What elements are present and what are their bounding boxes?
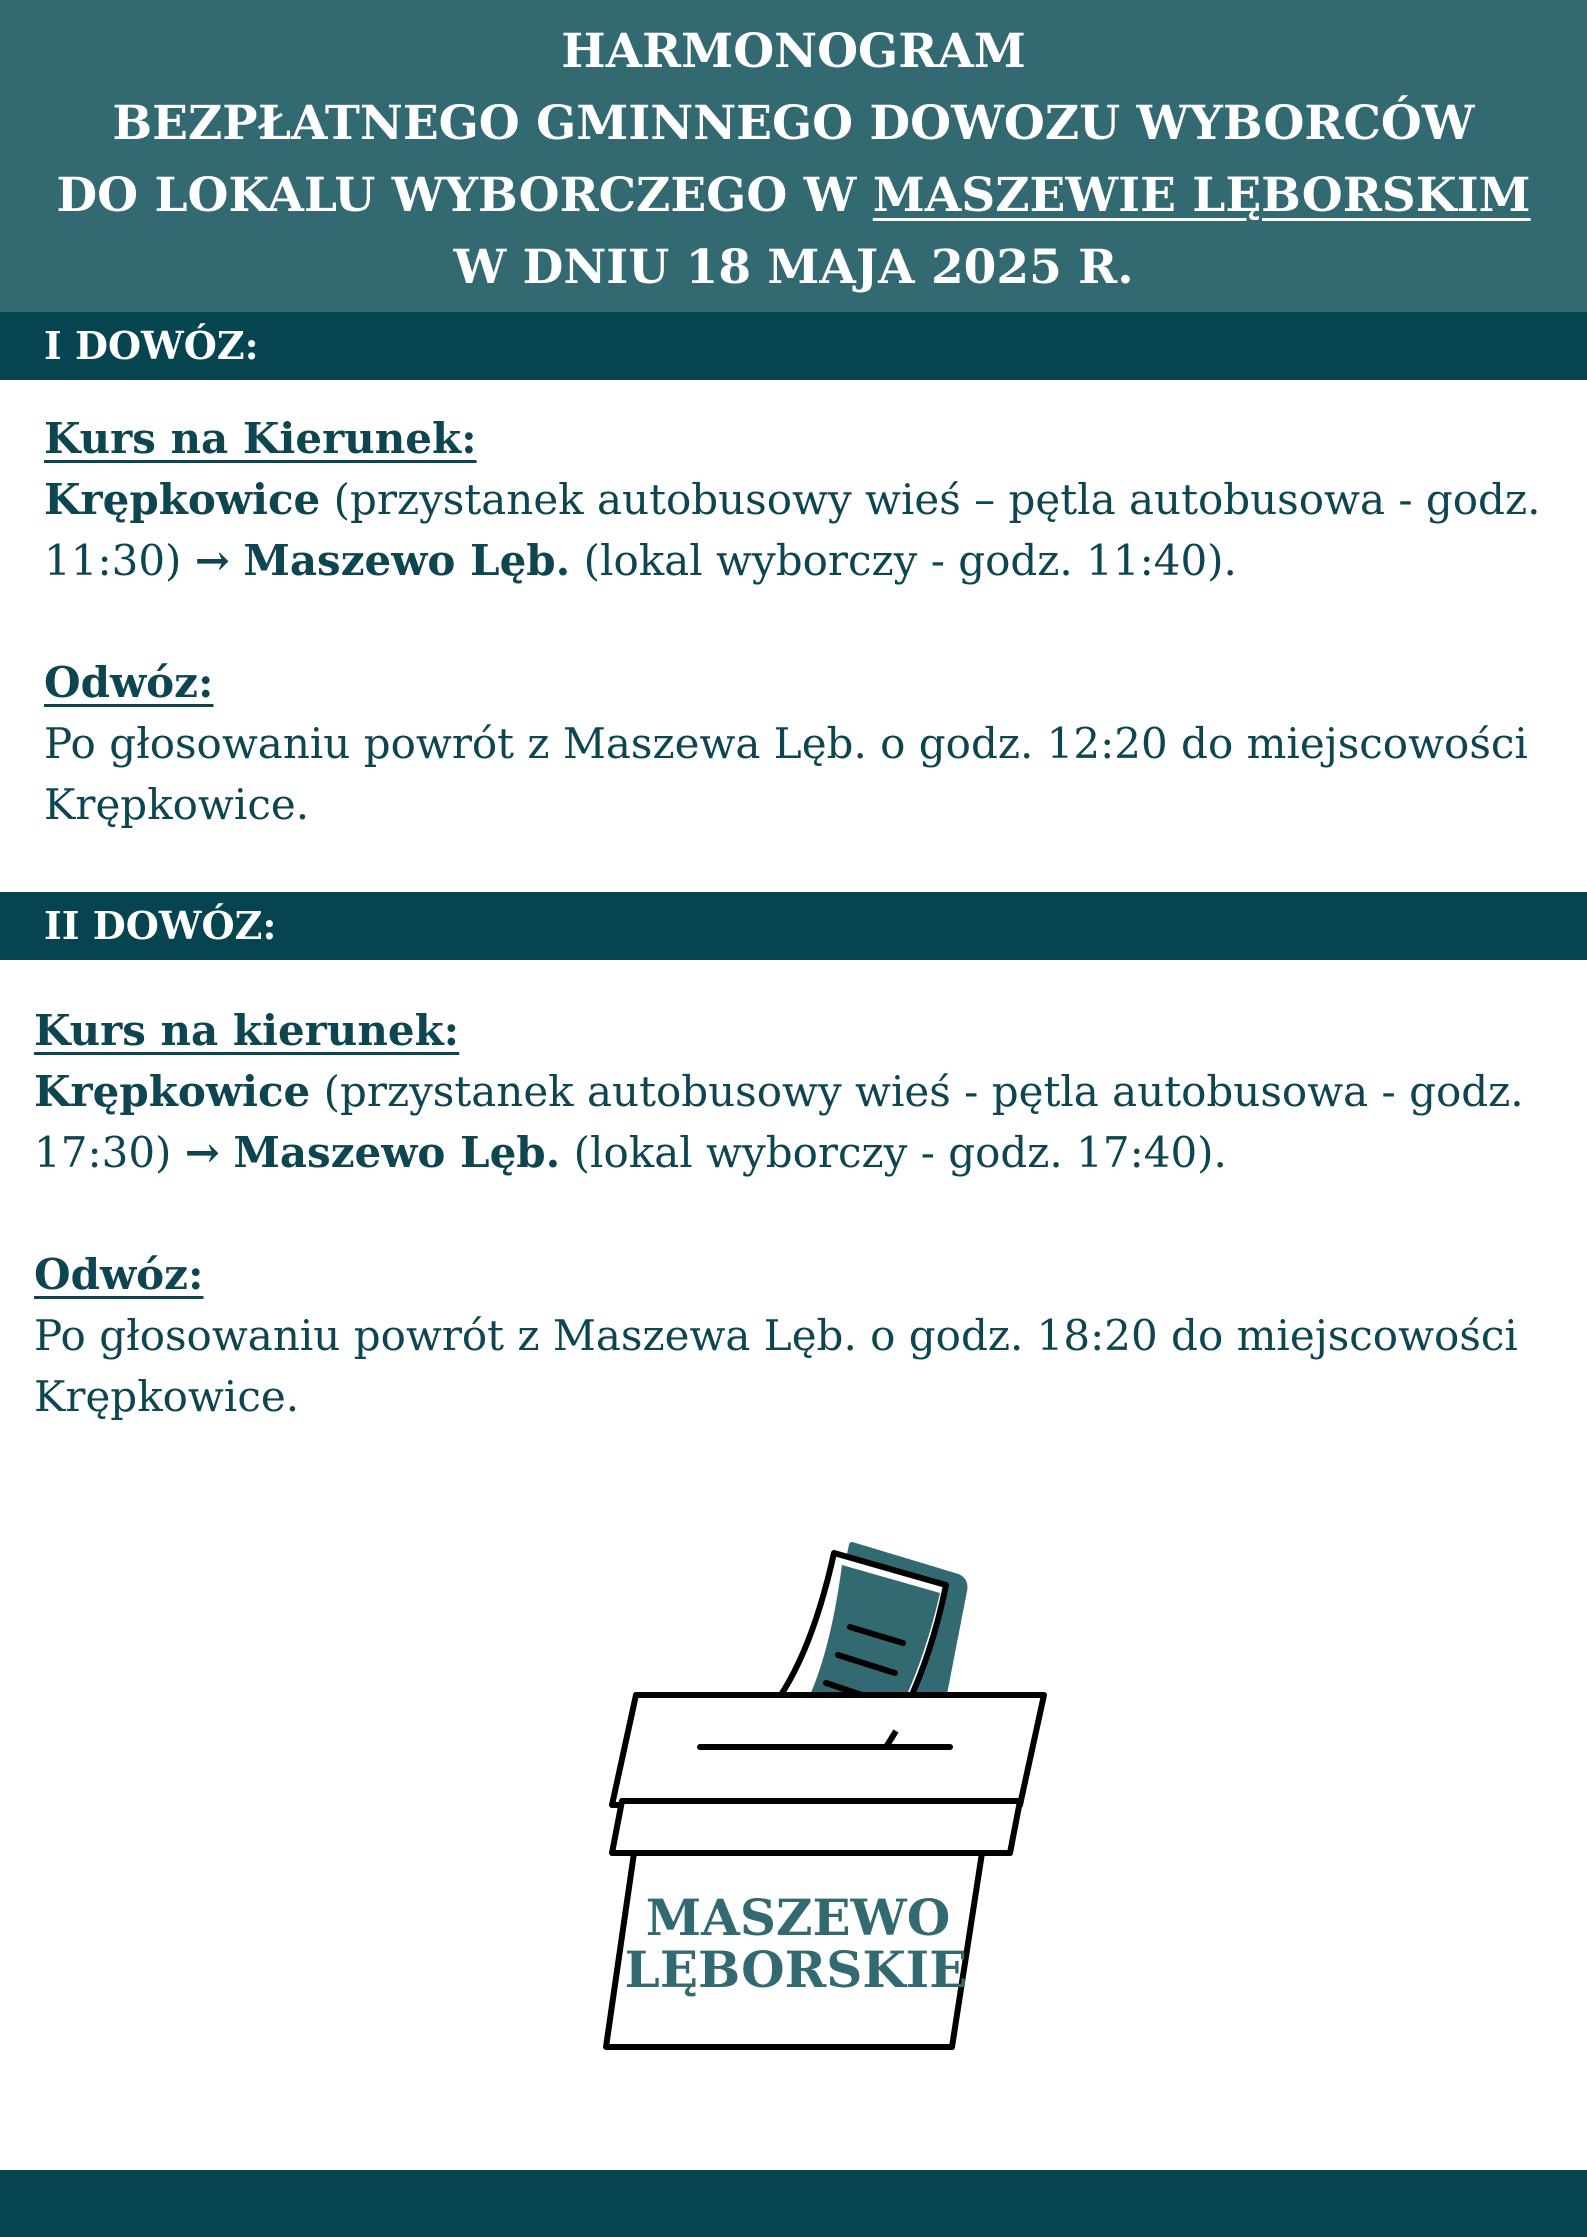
section2-return-heading: Odwóz:	[34, 1250, 204, 1299]
header-location-prefix: DO LOKALU WYBORCZEGO W	[56, 168, 873, 223]
header-location-place: MASZEWIE LĘBORSKIM	[872, 168, 1531, 223]
header-title: HARMONOGRAM	[561, 24, 1026, 79]
section2-route-heading: Kurs na kierunek:	[34, 1006, 460, 1055]
section1-band: I DOWÓZ:	[0, 312, 1587, 380]
section1-destination-details: (lokal wyborczy - godz. 11:40).	[570, 536, 1237, 585]
header-subtitle: BEZPŁATNEGO GMINNEGO DOWOZU WYBORCÓW	[112, 96, 1475, 151]
section1-route-heading: Kurs na Kierunek:	[44, 414, 477, 463]
section1-arrow-icon: →	[194, 536, 230, 585]
section1-content	[44, 408, 1564, 835]
section1-return-heading: Odwóz:	[44, 658, 214, 707]
ballot-box-label-line1: MASZEWO	[645, 1888, 951, 1947]
section2-destination: Maszewo Lęb.	[233, 1128, 561, 1177]
page-header	[0, 0, 1587, 312]
section2-destination-details: (lokal wyborczy - godz. 17:40).	[560, 1128, 1227, 1177]
section1-origin-details: (przystanek autobusowy wieś – pętla autobusowa - godz. 11:30)	[44, 475, 1541, 585]
section1-origin: Krępkowice	[44, 475, 321, 524]
header-date: W DNIU 18 MAJA 2025 R.	[453, 240, 1134, 295]
section2-origin-details: (przystanek autobusowy wieś - pętla autobusowa - godz. 17:30)	[34, 1067, 1524, 1177]
section2-origin: Krępkowice	[34, 1067, 311, 1116]
page-footer	[0, 2170, 1587, 2237]
ballot-box-icon	[590, 1535, 1060, 2055]
section2-band: II DOWÓZ:	[0, 892, 1587, 960]
section2-content	[34, 1000, 1554, 1427]
section1-route-text	[44, 469, 1564, 591]
section2-return-text: Po głosowaniu powrót z Maszewa Lęb. o godz. 18:20 do miejscowości Krępkowice.	[34, 1311, 1518, 1421]
section2-route-text	[34, 1061, 1554, 1183]
section1-return-text: Po głosowaniu powrót z Maszewa Lęb. o godz. 12:20 do miejscowości Krępkowice.	[44, 719, 1528, 829]
ballot-box-label-line2: LĘBORSKIE	[624, 1940, 968, 1999]
section2-arrow-icon: →	[184, 1128, 220, 1177]
header-location-line	[0, 160, 1587, 232]
section1-destination: Maszewo Lęb.	[243, 536, 571, 585]
